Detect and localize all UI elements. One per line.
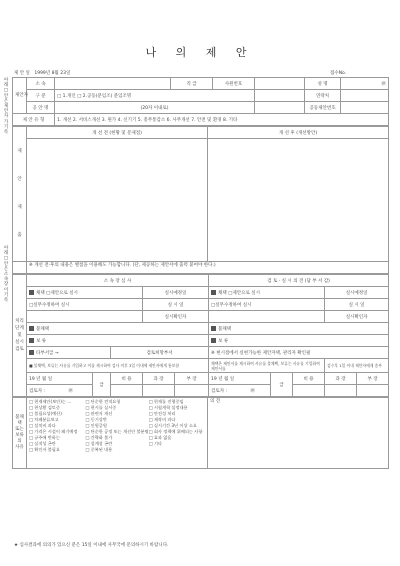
division-label: 구 분	[27, 90, 55, 102]
reception-number: 접수No.	[330, 71, 347, 76]
proposal-form	[12, 77, 388, 469]
reason-option[interactable]: □ 현재제안(보안)는 ...	[29, 399, 72, 404]
proposal-date	[14, 70, 70, 76]
content-side-4: 출	[17, 233, 22, 238]
reason-option[interactable]: □ 설계상 곤란	[85, 441, 113, 446]
reason-option[interactable]: □ 기타	[148, 441, 162, 446]
content-side-1: 제	[17, 149, 22, 154]
reason-option[interactable]: □ 회사 정책에 위배되는 사항	[148, 429, 203, 434]
reason-option[interactable]: □ 불필요성(예산)	[29, 411, 62, 416]
proposer-section-label: 제안자	[13, 78, 27, 114]
reason-option[interactable]: □ 시험개혁 설정내용	[148, 405, 188, 410]
affiliation-field[interactable]	[55, 78, 171, 90]
reject-option-left[interactable]	[27, 323, 209, 335]
side-label-proposer: 아래 □안은 제안자가 기록	[3, 78, 9, 136]
hold-checkbox-left[interactable]	[29, 338, 34, 343]
other-dept-option[interactable]	[27, 347, 111, 359]
sign-chief-right[interactable]	[325, 385, 357, 397]
reason-option[interactable]: □ 관련자 개선	[85, 411, 113, 416]
sign-pay-right[interactable]	[293, 385, 325, 397]
reason-option[interactable]: □ 단순한 공정 또는 개선안 불분명	[85, 429, 149, 434]
other-dept-label: 타부서급 →	[36, 350, 59, 356]
reviewer-label-left: 검토자 :	[29, 388, 45, 394]
date-label: 제 안 일	[14, 71, 30, 76]
reject-checkbox-left[interactable]	[29, 326, 34, 331]
confirmer-label-right: 실시확인자	[325, 311, 389, 323]
hold-option-left[interactable]	[27, 335, 209, 347]
reasons-list	[27, 398, 208, 469]
before-text-area[interactable]	[27, 139, 208, 262]
coauthor-label: 공 안 명	[27, 102, 55, 114]
type-options[interactable]: 1. 개선 2. 서비스개선 3. 원가 4. 신기기 5. 총무통감소 6. 사무개선 7. 안전 및 환경 8. 기타	[55, 114, 389, 126]
side-label-manager: 아래 □안은 소속장이 기록	[3, 246, 9, 304]
reason-option[interactable]: □ 현재를 진행중임	[148, 399, 184, 404]
phone-field[interactable]	[341, 90, 389, 102]
affiliation-label: 소 속	[27, 78, 55, 90]
sign-dept-head-left[interactable]	[175, 385, 209, 397]
hold-label-left: 보 류	[36, 338, 47, 344]
impl-date-label-left: 실시예정일	[143, 287, 209, 299]
reason-option[interactable]: □ 인원증원	[85, 423, 107, 428]
hold-checkbox-right[interactable]	[211, 338, 216, 343]
chief-label-right: 과 장	[325, 373, 357, 385]
reviewer-seal-right: ㊞	[250, 388, 255, 394]
pay-label-left: 비 용	[111, 373, 143, 385]
further-option-right[interactable]: □실무수정하여 실시	[209, 299, 325, 311]
other-dept-checkbox[interactable]	[29, 350, 34, 355]
content-table	[12, 126, 389, 274]
adopt-option-left[interactable]	[27, 287, 143, 299]
grade-label-right: 급	[271, 373, 293, 397]
proposer-table	[12, 77, 389, 126]
adopt-option-right[interactable]	[209, 287, 325, 299]
sign-dept-head-right[interactable]	[357, 385, 389, 397]
footer-note: ★ 심사결과에 의의가 있으신 분은 15일 이내에 사무국에 문의하시기 바랍니다.	[14, 543, 169, 548]
type-label: 제 안 유 형	[13, 114, 55, 126]
page-title: 나 의 제 안	[145, 46, 255, 59]
chief-label-left: 과 장	[143, 373, 175, 385]
reason-option[interactable]: □ 설치비 과다	[29, 423, 56, 428]
circle-label: 공동제안번호	[305, 102, 341, 114]
reason-option[interactable]: □ 실시기간 3년 이상 소요	[148, 423, 197, 428]
grade-label-left: 급	[93, 373, 111, 397]
reject-label-right: 불채택	[218, 326, 232, 332]
opinion-box[interactable]	[208, 398, 389, 469]
reasons-grid	[29, 398, 205, 454]
circle-field[interactable]	[341, 102, 389, 114]
hold-label-right: 보 류	[218, 338, 229, 344]
right-small-note-2: 검수후 1일 이내 제안자에게 송부	[325, 359, 389, 373]
reason-option[interactable]: □ 규주에 반하는	[29, 435, 60, 440]
reject-label-left: 불채택	[36, 326, 50, 332]
reason-option[interactable]: □ 안전성 처리	[148, 411, 176, 416]
after-text-area[interactable]	[208, 139, 389, 262]
reject-option-right[interactable]	[209, 323, 389, 335]
dept-head-label-right: 부 장	[357, 373, 389, 385]
division-field[interactable]	[255, 90, 305, 102]
reasons-side-label: 불채택 또는 보류의 사유	[13, 398, 27, 469]
after-header: 개 선 후 (개선방안)	[208, 127, 389, 139]
adopt-checkbox-left[interactable]	[29, 290, 34, 295]
right-note: ※ 현시점에서 실현가능한 제안자택, 관리자 확인필	[209, 347, 389, 359]
reason-option[interactable]: □ 제작비 과다	[148, 417, 176, 422]
reviewer-left[interactable]	[27, 385, 93, 397]
date-value: 1999년 8월 23일	[34, 71, 71, 76]
coauthor-hint[interactable]: (20자 이내로)	[55, 102, 255, 114]
sign-pay-left[interactable]	[111, 385, 143, 397]
staff-no-label: 사원번호	[213, 78, 255, 90]
pay-label-right: 비 용	[293, 373, 325, 385]
adopt-label-left: 채택 □제안으로 실시	[36, 290, 78, 296]
reason-option[interactable]: □ 단순한 견적요청	[85, 399, 121, 404]
further-option-left[interactable]: □실무수정하여 실시	[27, 299, 143, 311]
reason-option[interactable]: □ 현시를 실시중	[85, 405, 117, 410]
adopt-label-right: 채택 □제안으로 실시	[218, 290, 260, 296]
review-date-right[interactable]: 19 년 월 일	[209, 373, 271, 385]
staff-no-field[interactable]	[255, 78, 305, 90]
reason-option[interactable]: □ 차폐분류보고	[29, 417, 59, 422]
sign-chief-left[interactable]	[143, 385, 175, 397]
review-table	[12, 274, 389, 397]
reasons-table	[12, 397, 389, 469]
seal-mark: ㊞	[341, 78, 389, 90]
hold-option-right[interactable]	[209, 335, 389, 347]
reviewer-seal-left: ㊞	[68, 388, 73, 394]
opinion-label: 의 견	[210, 399, 221, 404]
coauthor-field[interactable]	[255, 102, 305, 114]
reason-option[interactable]: □ 중복된 내용	[85, 447, 113, 452]
phone-label: 연락처	[305, 90, 341, 102]
position-label: 직 급	[171, 78, 213, 90]
content-side-label	[13, 127, 27, 262]
dept-review-header: 검 토 · 실 시 의 견 (담 부 서 감)	[209, 275, 389, 287]
impl-date-label-right: 실시예정일	[325, 287, 389, 299]
dept-wish-label: 검토희망부서	[111, 347, 209, 359]
confirmer-label-left: 실시확인자	[143, 311, 209, 323]
review-side-label: 처리단계 및 실시 검토	[13, 275, 27, 397]
reviewer-label-right: 검토자 :	[211, 388, 228, 394]
content-note: ※ 개선 전·후의 내용은 별첨을 이용해도 가능합니다. (단, 제공하는 제안서에 출력 붙여야 한다.)	[27, 262, 389, 274]
reviewer-right[interactable]	[209, 385, 271, 397]
reason-option[interactable]: □ 간략화 불가	[85, 435, 113, 440]
right-small-note-1: 채택은 제안서를 제시하여 사유를 불채택, 보류는 사유를 기입하여 제안서를	[209, 359, 325, 373]
reason-option[interactable]: □ 실적성 곤란	[29, 441, 56, 446]
name-label: 성 명	[305, 78, 341, 90]
reason-option[interactable]: □ 현상황 검토중	[29, 405, 60, 410]
reject-checkbox-right[interactable]	[211, 326, 216, 331]
before-header: 개 선 전 (현황 및 문제점)	[27, 127, 208, 139]
review-date-left[interactable]: 19 년 월 일	[27, 373, 93, 385]
manager-review-header: 소 속 장 심 사	[27, 275, 209, 287]
reason-option[interactable]: □ 가격은 시설이 폐기예정	[29, 429, 78, 434]
reason-option[interactable]: □ 확인자 불필요	[29, 447, 60, 452]
impl-day-label-left: 실 시 일	[143, 299, 209, 311]
dept-head-label-left: 부 장	[175, 373, 209, 385]
adopt-checkbox-right[interactable]	[211, 290, 216, 295]
reason-option[interactable]: □ 효과 없음	[148, 435, 172, 440]
division-options[interactable]: □ 1.개인 □ 2.공동(분임조) 분임조명	[55, 90, 255, 102]
reason-option[interactable]: □ 동기상반	[85, 417, 107, 422]
content-side-3: 제	[17, 205, 22, 210]
content-side-2: 안	[17, 177, 22, 182]
left-small-note: ■ 불채택, 보류는 사유를 기입하고 이를 제시하여 검사 이후 3일 이내에 제안자에게 통보함	[27, 359, 209, 373]
impl-day-label-right: 실 시 일	[325, 299, 389, 311]
